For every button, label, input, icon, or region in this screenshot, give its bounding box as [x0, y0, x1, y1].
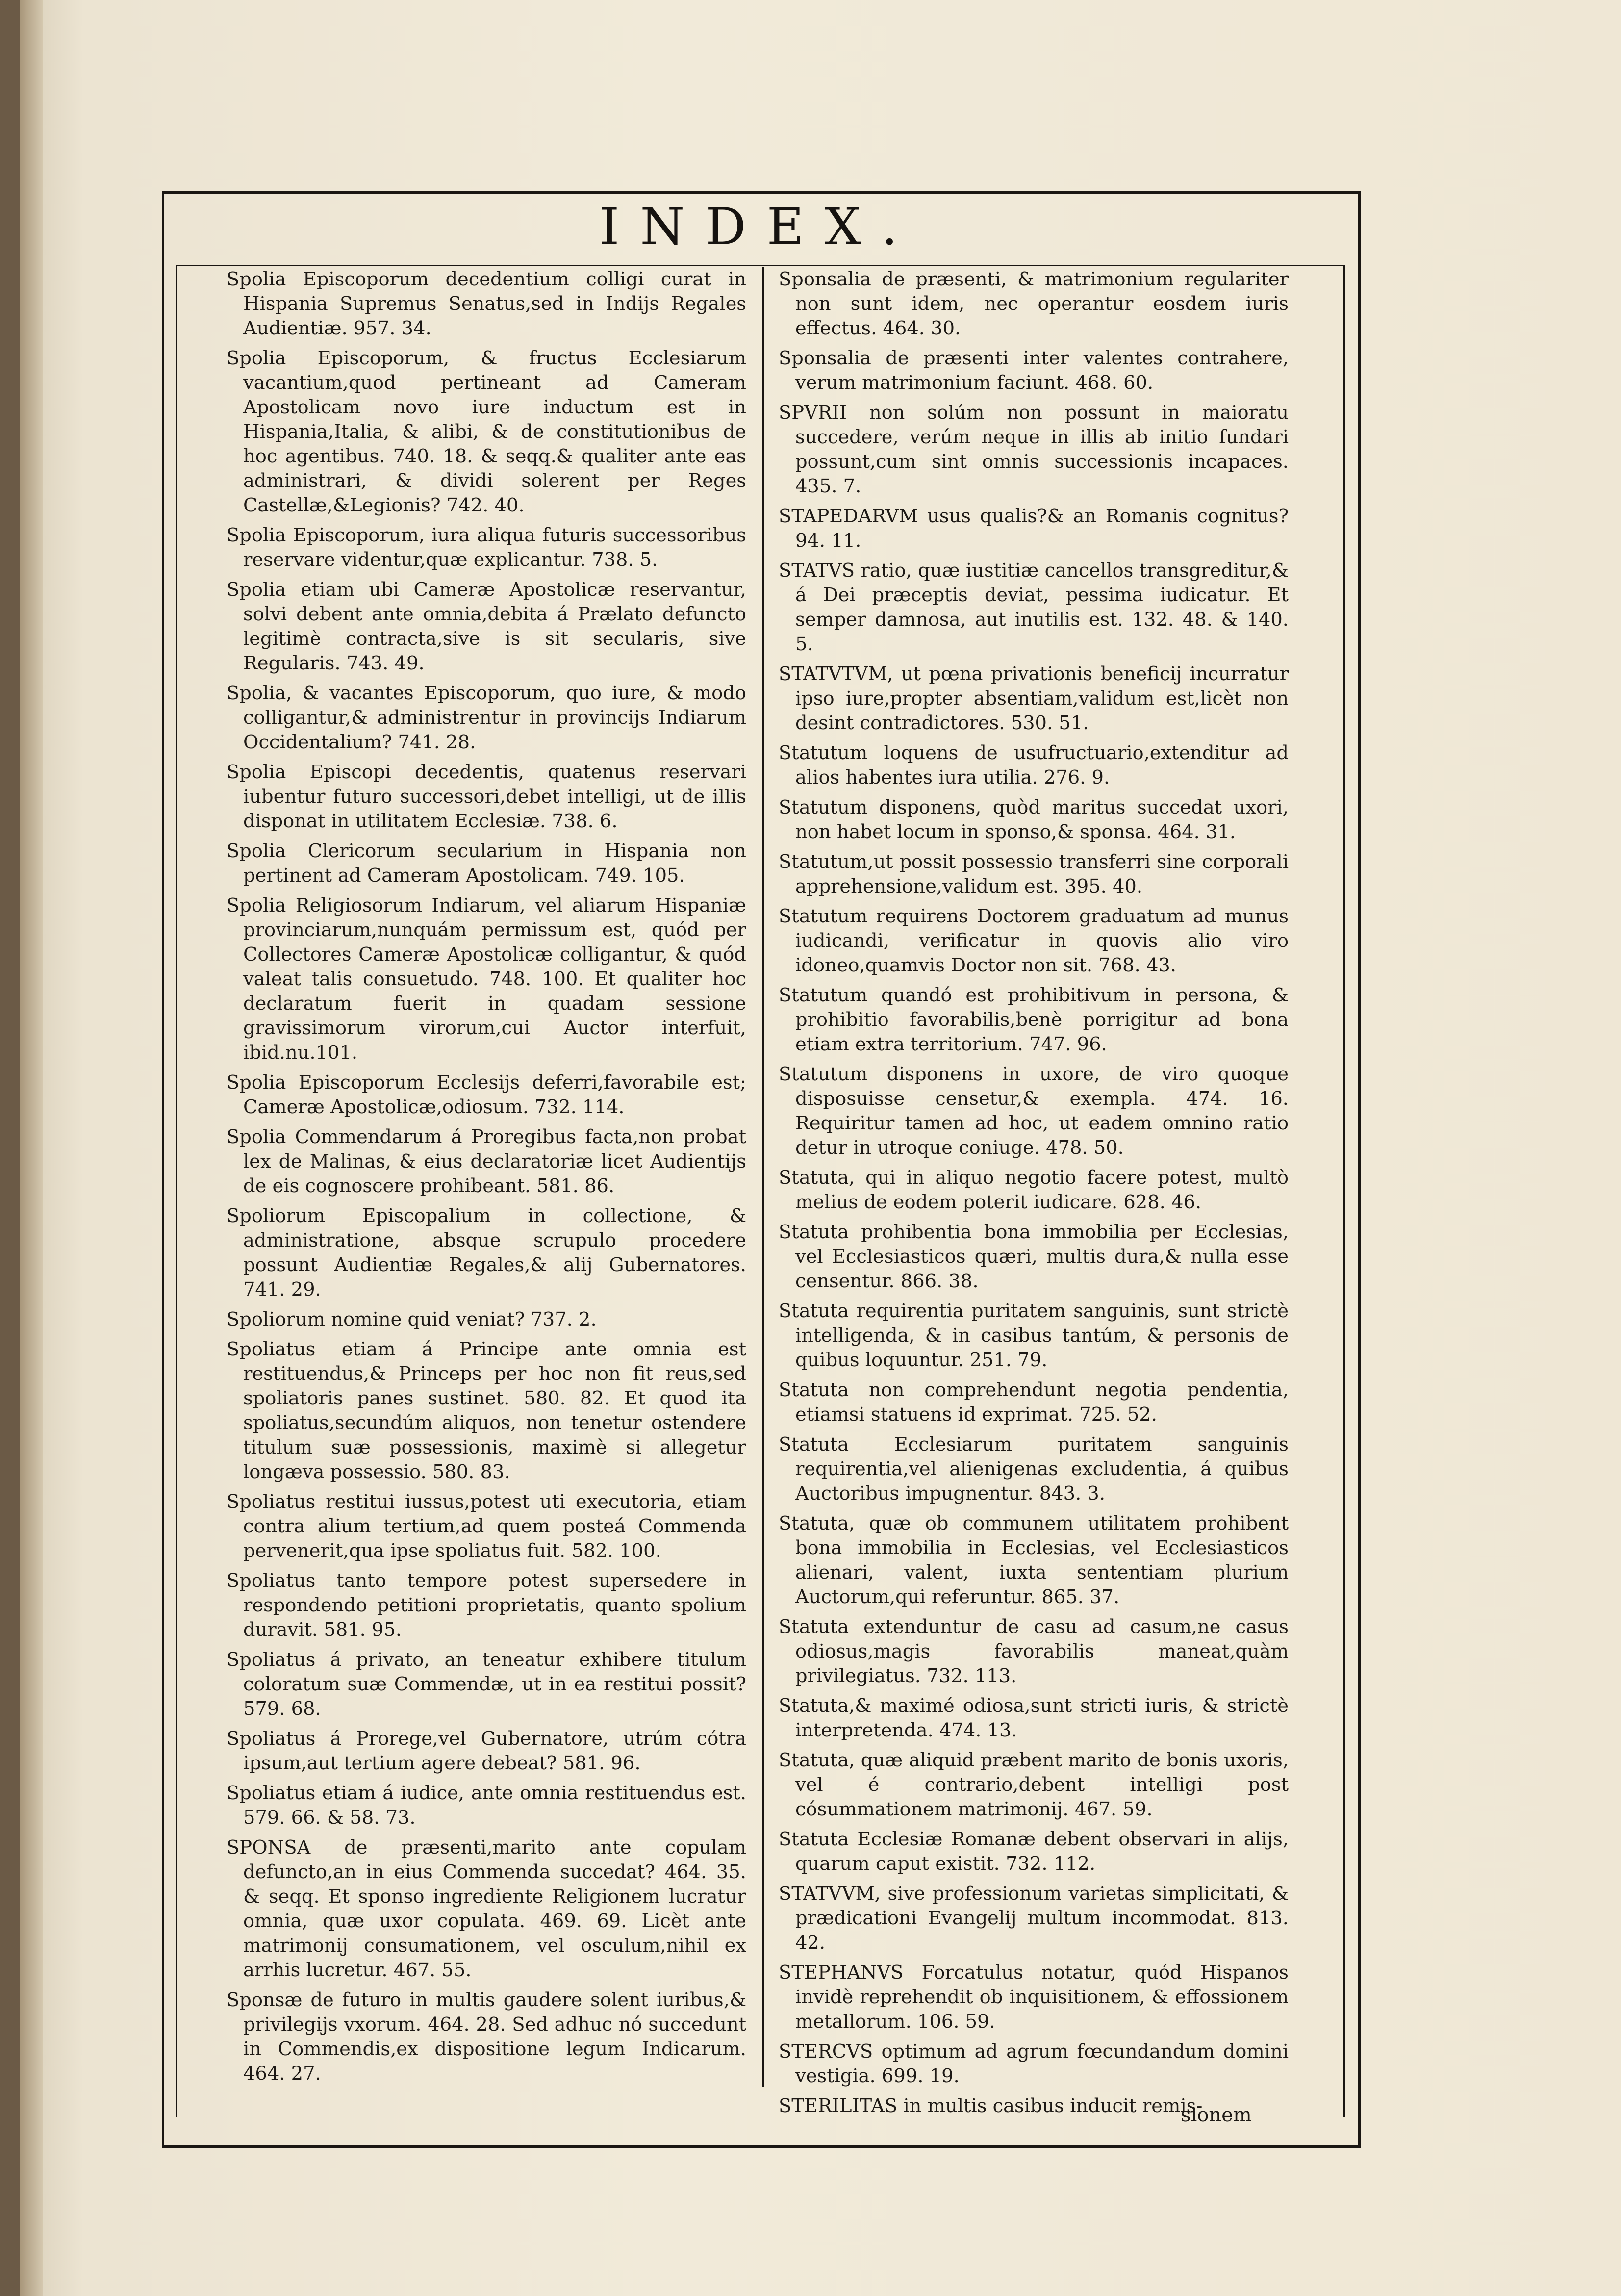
index-entry: Statutum quandó est prohibitivum in persona, & prohibitio favorabilis,benè porrigitur ad bona etiam extra territorium. 747. 96. [779, 984, 1289, 1055]
index-entry: Statuta, quæ aliquid præbent marito de bonis uxoris, vel é contrario,debent intelligi post cósummationem matrimonij. 467. 59. [779, 1749, 1289, 1820]
index-entry: Statutum loquens de usufructuario,extenditur ad alios habentes iura utilia. 276. 9. [779, 742, 1289, 789]
index-entry: STAPEDARVM usus qualis?& an Romanis cognitus? 94. 11. [779, 505, 1289, 552]
page-title: INDEX. [599, 197, 918, 256]
index-entry: Spolia Episcoporum decedentium colligi curat in Hispania Supremus Senatus,sed in Indijs Regales Audientiæ. 957. 34. [227, 268, 746, 339]
index-entry: STERILITAS in multis casibus inducit remis- [779, 2095, 1203, 2117]
index-entry: Statuta, qui in aliquo negotio facere potest, multò melius de eodem poterit iudicare. 628. 46. [779, 1167, 1289, 1213]
index-entry: Statuta Ecclesiarum puritatem sanguinis requirentia,vel alienigenas excludentia, á quibus Auctoribus impugnentur. 843. 3. [779, 1433, 1289, 1505]
catchword: sionem [1181, 2104, 1252, 2126]
index-entry: Spolia Episcoporum, iura aliqua futuris successoribus reservare videntur,quæ explicantur. 738. 5. [227, 524, 746, 571]
index-entry: Spolia etiam ubi Cameræ Apostolicæ reservantur, solvi debent ante omnia,debita á Prælato defuncto legitimè contracta,sive is sit secularis, sive Regularis. 743. 49. [227, 579, 746, 674]
index-entry: Statuta non comprehendunt negotia pendentia, etiamsi statuens id exprimat. 725. 52. [779, 1379, 1289, 1426]
index-column-right [779, 267, 1289, 2117]
page-gutter [20, 0, 43, 2296]
index-entry: Spolia Episcopi decedentis, quatenus reservari iubentur futuro successori,debet intelligi, ut de illis disponat in utilitatem Ecclesiæ. 738. 6. [227, 761, 746, 832]
index-entry: Statutum requirens Doctorem graduatum ad munus iudicandi, verificatur in quovis alio viro idoneo,quamvis Doctor non sit. 768. 43. [779, 905, 1289, 976]
index-entry: Statutum disponens, quòd maritus succedat uxori, non habet locum in sponso,& sponsa. 464. 31. [779, 796, 1289, 843]
index-entry: STATVS ratio, quæ iustitiæ cancellos transgreditur,& á Dei præceptis deviat, pessima iudicatur. Et semper damnosa, aut inutilis est. 132. 48. & 140. 5. [779, 560, 1289, 655]
index-entry: Spoliatus etiam á iudice, ante omnia restituendus est. 579. 66. & 58. 73. [227, 1782, 746, 1829]
index-entry: Statuta requirentia puritatem sanguinis, sunt strictè intelligenda, & in casibus tantúm, & personis de quibus loquuntur. 251. 79. [779, 1300, 1289, 1371]
index-entry: Statuta, quæ ob communem utilitatem prohibent bona immobilia in Ecclesias, vel Ecclesiasticos alienari, valent, iuxta sententiam plurium Auctorum,qui referuntur. 865. 37. [779, 1512, 1289, 1608]
index-entry: Statuta Ecclesiæ Romanæ debent observari in alijs, quarum caput existit. 732. 112. [779, 1828, 1289, 1875]
index-entry: Statutum,ut possit possessio transferri sine corporali apprehensione,validum est. 395. 40. [779, 851, 1289, 897]
index-entry: STATVVM, sive professionum varietas simplicitati, & prædicationi Evangelij multum incommodat. 813. 42. [779, 1883, 1289, 1954]
index-entry: Spoliatus restitui iussus,potest uti executoria, etiam contra alium tertium,ad quem posteá Commenda pervenerit,qua ipse spoliatus fuit. 582. 100. [227, 1491, 746, 1562]
index-entry: Statutum disponens in uxore, de viro quoque disposuisse censetur,& exempla. 474. 16. Requiritur tamen ad hoc, ut eadem omnino ratio detur in utroque coniuge. 478. 50. [779, 1063, 1289, 1159]
index-entry: Spolia Episcoporum Ecclesijs deferri,favorabile est; Cameræ Apostolicæ,odiosum. 732. 114. [227, 1071, 746, 1118]
column-divider [762, 267, 764, 2087]
index-entry: Sponsæ de futuro in multis gaudere solent iuribus,& privilegijs vxorum. 464. 28. Sed adhuc nó succedunt in Commendis,ex dispositione legum Indicarum. 464. 27. [227, 1989, 746, 2085]
index-entry: Sponsalia de præsenti inter valentes contrahere, verum matrimonium faciunt. 468. 60. [779, 347, 1289, 394]
index-entry: STERCVS optimum ad agrum fœcundandum domini vestigia. 699. 19. [779, 2041, 1289, 2087]
index-entry: Spolia Episcoporum, & fructus Ecclesiarum vacantium,quod pertineant ad Cameram Apostolicam novo iure inductum est in Hispania,Italia, & alibi, & de constitutionibus de hoc agentibus. 740. 18. & seqq.& qualiter ante eas administrari, & dividi solerent per Reges Castellæ,&Legionis? 742. 40. [227, 347, 746, 516]
index-entry: Spoliatus á privato, an teneatur exhibere titulum coloratum suæ Commendæ, ut in ea restitui possit? 579. 68. [227, 1649, 746, 1720]
index-entry: Spoliatus tanto tempore potest supersedere in respondendo petitioni proprietatis, quanto spolium duravit. 581. 95. [227, 1570, 746, 1641]
index-entry: Sponsalia de præsenti, & matrimonium regulariter non sunt idem, nec operantur eosdem iuris effectus. 464. 30. [779, 268, 1289, 339]
index-entry: Spoliorum nomine quid veniat? 737. 2. [227, 1308, 597, 1330]
index-entry: SPONSA de præsenti,marito ante copulam defuncto,an in eius Commenda succedat? 464. 35. & seqq. Et sponso ingrediente Religionem lucratur omnia, quæ uxor copulata. 469. 69. Licèt ante matrimonij consumationem, vel osculum,nihil ex arrhis lucretur. 467. 55. [227, 1837, 746, 1981]
index-column-left [227, 267, 746, 2087]
index-entry: Spolia, & vacantes Episcoporum, quo iure, & modo colligantur,& administrentur in provincijs Indiarum Occidentalium? 741. 28. [227, 682, 746, 753]
index-entry: Spoliorum Episcopalium in collectione, & administratione, absque scrupulo procedere possunt Audientiæ Regales,& alij Gubernatores. 741. 29. [227, 1205, 746, 1301]
index-entry: Statuta prohibentia bona immobilia per Ecclesias, vel Ecclesiasticos quæri, multis dura,& nulla esse censentur. 866. 38. [779, 1221, 1289, 1292]
index-entry: Statuta,& maximé odiosa,sunt stricti iuris, & strictè interpretenda. 474. 13. [779, 1695, 1289, 1741]
index-entry: Spoliatus á Prorege,vel Gubernatore, utrúm cótra ipsum,aut tertium agere debeat? 581. 96. [227, 1728, 746, 1774]
index-entry: STEPHANVS Forcatulus notatur, quód Hispanos invidè reprehendit ob inquisitionem, & effossionem metallorum. 106. 59. [779, 1962, 1289, 2033]
index-entry: SPVRII non solúm non possunt in maioratu succedere, verúm neque in illis ab initio fundari possunt,cum sint omnis successionis incapaces. 435. 7. [779, 402, 1289, 497]
index-entry: Spolia Religiosorum Indiarum, vel aliarum Hispaniæ provinciarum,nunquám permissum est, quód per Collectores Cameræ Apostolicæ colligantur, & quód valeat talis consuetudo. 748. 100. Et qualiter hoc declaratum fuerit in quadam sessione gravissimorum virorum,cui Auctor interfuit, ibid.nu.101. [227, 894, 746, 1064]
index-entry: Spolia Commendarum á Proregibus facta,non probat lex de Malinas, & eius declaratoriæ licet Audientijs de eis cognoscere prohibeant. 581. 86. [227, 1126, 746, 1197]
index-entry: Spolia Clericorum secularium in Hispania non pertinent ad Cameram Apostolicam. 749. 105. [227, 840, 746, 887]
index-entry: STATVTVM, ut pœna privationis beneficij incurratur ipso iure,propter absentiam,validum est,licèt non desint contradictores. 530. 51. [779, 663, 1289, 734]
index-entry: Statuta extenduntur de casu ad casum,ne casus odiosus,magis favorabilis maneat,quàm privilegiatus. 732. 113. [779, 1616, 1289, 1687]
index-entry: Spoliatus etiam á Principe ante omnia est restituendus,& Princeps per hoc non fit reus,sed spoliatoris panes sustinet. 580. 82. Et quod ita spoliatus,secundúm aliquos, non tenetur ostendere titulum suæ possessionis, maximè si allegetur longæva possessio. 580. 83. [227, 1338, 746, 1483]
